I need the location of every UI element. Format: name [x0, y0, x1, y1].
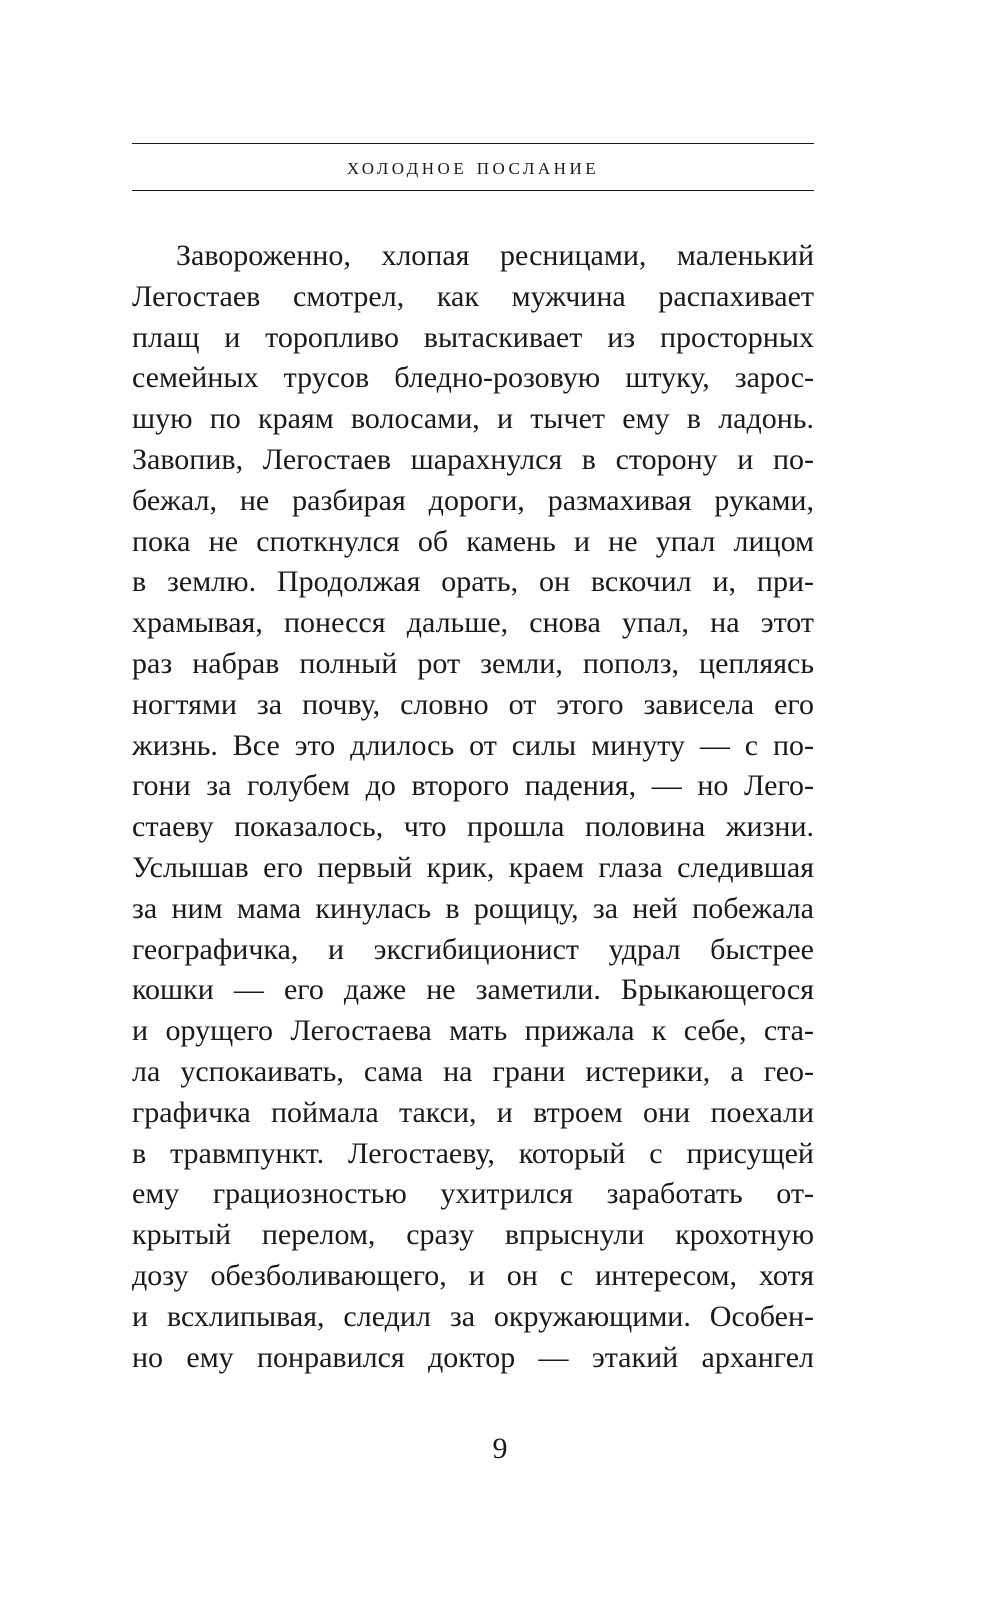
text-line: Услышав его первый крик, краем глаза следившая [132, 850, 814, 884]
text-line: ему грациозностью ухитрился заработать от- [132, 1177, 814, 1211]
text-line: в землю. Продолжая орать, он вскочил и, при- [132, 565, 814, 599]
text-line: ла успокаивать, сама на грани истерики, а гео- [132, 1054, 814, 1088]
text-line: плащ и торопливо вытаскивает из просторных [132, 320, 814, 354]
text-line: и всхлипывая, следил за окружающими. Особен- [132, 1299, 814, 1333]
body-text [132, 236, 814, 1378]
text-line: Легостаев смотрел, как мужчина распахивает [132, 279, 814, 313]
text-line: Завопив, Легостаев шарахнулся в сторону и по- [132, 442, 814, 476]
text-line: дозу обезболивающего, и он с интересом, хотя [132, 1258, 814, 1292]
text-line: гони за голубем до второго падения, — но Лего- [132, 769, 814, 803]
text-line: но ему понравился доктор — этакий архангел [132, 1340, 814, 1374]
text-line: географичка, и эксгибиционист удрал быстрее [132, 932, 814, 966]
running-head-title: холодное послание [346, 153, 600, 180]
running-head [132, 143, 814, 191]
text-line: храмывая, понесся дальше, снова упал, на этот [132, 606, 814, 640]
text-line: шую по краям волосами, и тычет ему в ладонь. [132, 402, 814, 436]
text-line: ногтями за почву, словно от этого зависела его [132, 687, 814, 721]
text-line: жизнь. Все это длилось от силы минуту — с по- [132, 728, 814, 762]
page-number: 9 [492, 1432, 508, 1465]
text-line: в травмпункт. Легостаеву, который с присущей [132, 1136, 814, 1170]
text-line: бежал, не разбирая дороги, размахивая руками, [132, 483, 814, 517]
text-line: и орущего Легостаева мать прижала к себе, ста- [132, 1014, 814, 1048]
text-line: раз набрав полный рот земли, пополз, цепляясь [132, 646, 814, 680]
text-line: графичка поймала такси, и втроем они поехали [132, 1095, 814, 1129]
text-line: кошки — его даже не заметили. Брыкающегося [132, 973, 814, 1007]
text-line: стаеву показалось, что прошла половина жизни. [132, 810, 814, 844]
text-line: за ним мама кинулась в рощицу, за ней побежала [132, 891, 814, 925]
text-line: Завороженно, хлопая ресницами, маленький [176, 239, 814, 272]
text-line: пока не споткнулся об камень и не упал лицом [132, 524, 814, 558]
text-line: семейных трусов бледно-розовую штуку, зарос- [132, 361, 814, 395]
text-line: крытый перелом, сразу впрыснули крохотную [132, 1218, 814, 1252]
